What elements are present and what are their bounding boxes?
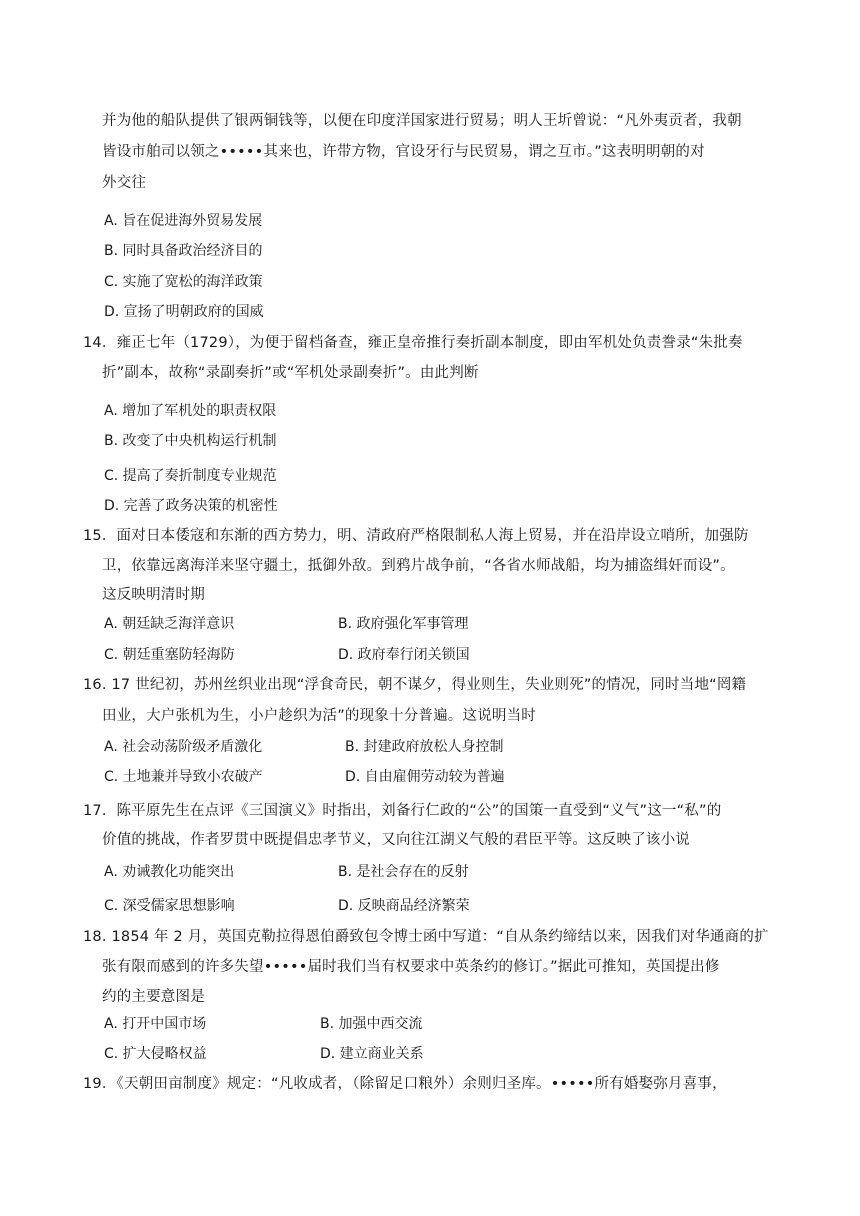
q15-option-a: A. 朝廷缺乏海洋意识 xyxy=(104,616,235,632)
q13-line-1: 并为他的船队提供了银两铜钱等，以便在印度洋国家进行贸易；明人王圻曾说：“凡外夷贡者，我朝 xyxy=(102,113,742,129)
q16-option-b: B. 封建政府放松人身控制 xyxy=(345,739,504,755)
q15-option-c: C. 朝廷重塞防轻海防 xyxy=(104,647,235,663)
q19-line-1: 19．《天朝田亩制度》规定：“凡收成者，（除留足口粮外）余则归圣库。•••••所有婚娶弥月喜事， xyxy=(83,1076,727,1092)
q18-line-2: 张有限而感到的许多失望•••••届时我们当有权要求中英条约的修订。”据此可推知，英国提出修 xyxy=(102,959,720,975)
q16-line-2: 田业，大户张机为生，小户趁织为活”的现象十分普遍。这说明当时 xyxy=(102,708,537,724)
q15-line-3: 这反映明清时期 xyxy=(102,587,205,603)
q17-option-d: D. 反映商品经济繁荣 xyxy=(338,898,470,914)
q16-option-c: C. 土地兼并导致小农破产 xyxy=(104,769,263,785)
q17-option-a: A. 劝诫教化功能突出 xyxy=(104,864,235,880)
q16-option-a: A. 社会动荡阶级矛盾激化 xyxy=(104,739,263,755)
q18-line-3: 约的主要意图是 xyxy=(102,989,205,1005)
q13-line-2: 皆设市舶司以领之•••••其来也，许带方物，官设牙行与民贸易，谓之互市。”这表明明朝的对 xyxy=(102,144,705,160)
q14-option-d: D. 完善了政务决策的机密性 xyxy=(104,498,278,514)
q17-line-1: 17．陈平原先生在点评《三国演义》时指出，刘备行仁政的“公”的国策一直受到“义气”这一“私”的 xyxy=(83,803,722,819)
q18-option-b: B. 加强中西交流 xyxy=(320,1016,423,1032)
q18-option-a: A. 打开中国市场 xyxy=(104,1016,207,1032)
q13-option-b: B. 同时具备政治经济目的 xyxy=(104,243,263,259)
q14-option-a: A. 增加了军机处的职责权限 xyxy=(104,403,277,419)
q15-option-d: D. 政府奉行闭关锁国 xyxy=(338,647,470,663)
q13-option-d: D. 宣扬了明朝政府的国威 xyxy=(104,304,264,320)
q13-option-c: C. 实施了宽松的海洋政策 xyxy=(104,274,263,290)
q13-option-a: A. 旨在促进海外贸易发展 xyxy=(104,213,263,229)
q14-line-2: 折”副本，故称“录副奏折”或“军机处录副奏折”。由此判断 xyxy=(102,365,479,381)
q13-line-3: 外交往 xyxy=(102,175,147,191)
q18-option-c: C. 扩大侵略权益 xyxy=(104,1046,207,1062)
q17-option-b: B. 是社会存在的反射 xyxy=(338,864,469,880)
q18-line-1: 18. 1854 年 2 月，英国克勒拉得恩伯爵致包令博士函中写道：“自从条约缔结以来，因我们对华通商的扩 xyxy=(83,929,769,945)
q16-option-d: D. 自由雇佣劳动较为普遍 xyxy=(345,769,505,785)
q14-option-c: C. 提高了奏折制度专业规范 xyxy=(104,468,277,484)
q15-line-2: 卫，依靠远离海洋来坚守疆土，抵御外敌。到鸦片战争前，“各省水师战船，均为捕盗缉奸而设”。 xyxy=(102,558,735,574)
q16-line-1: 16. 17 世纪初，苏州丝织业出现“浮食奇民，朝不谋夕，得业则生，失业则死”的情况，同时当地“罔籍 xyxy=(83,677,747,693)
q18-option-d: D. 建立商业关系 xyxy=(320,1046,424,1062)
q15-option-b: B. 政府强化军事管理 xyxy=(338,616,469,632)
q14-option-b: B. 改变了中央机构运行机制 xyxy=(104,433,277,449)
q17-option-c: C. 深受儒家思想影响 xyxy=(104,898,235,914)
q15-line-1: 15．面对日本倭寇和东渐的西方势力，明、清政府严格限制私人海上贸易，并在沿岸设立哨所，加强防 xyxy=(83,528,749,544)
q14-line-1: 14．雍正七年（1729），为便于留档备查，雍正皇帝推行奏折副本制度，即由军机处负责誊录“朱批奏 xyxy=(83,335,743,351)
q17-line-2: 价值的挑战，作者罗贯中既提倡忠孝节义，又向往江湖义气般的君臣平等。这反映了该小说 xyxy=(102,832,690,848)
